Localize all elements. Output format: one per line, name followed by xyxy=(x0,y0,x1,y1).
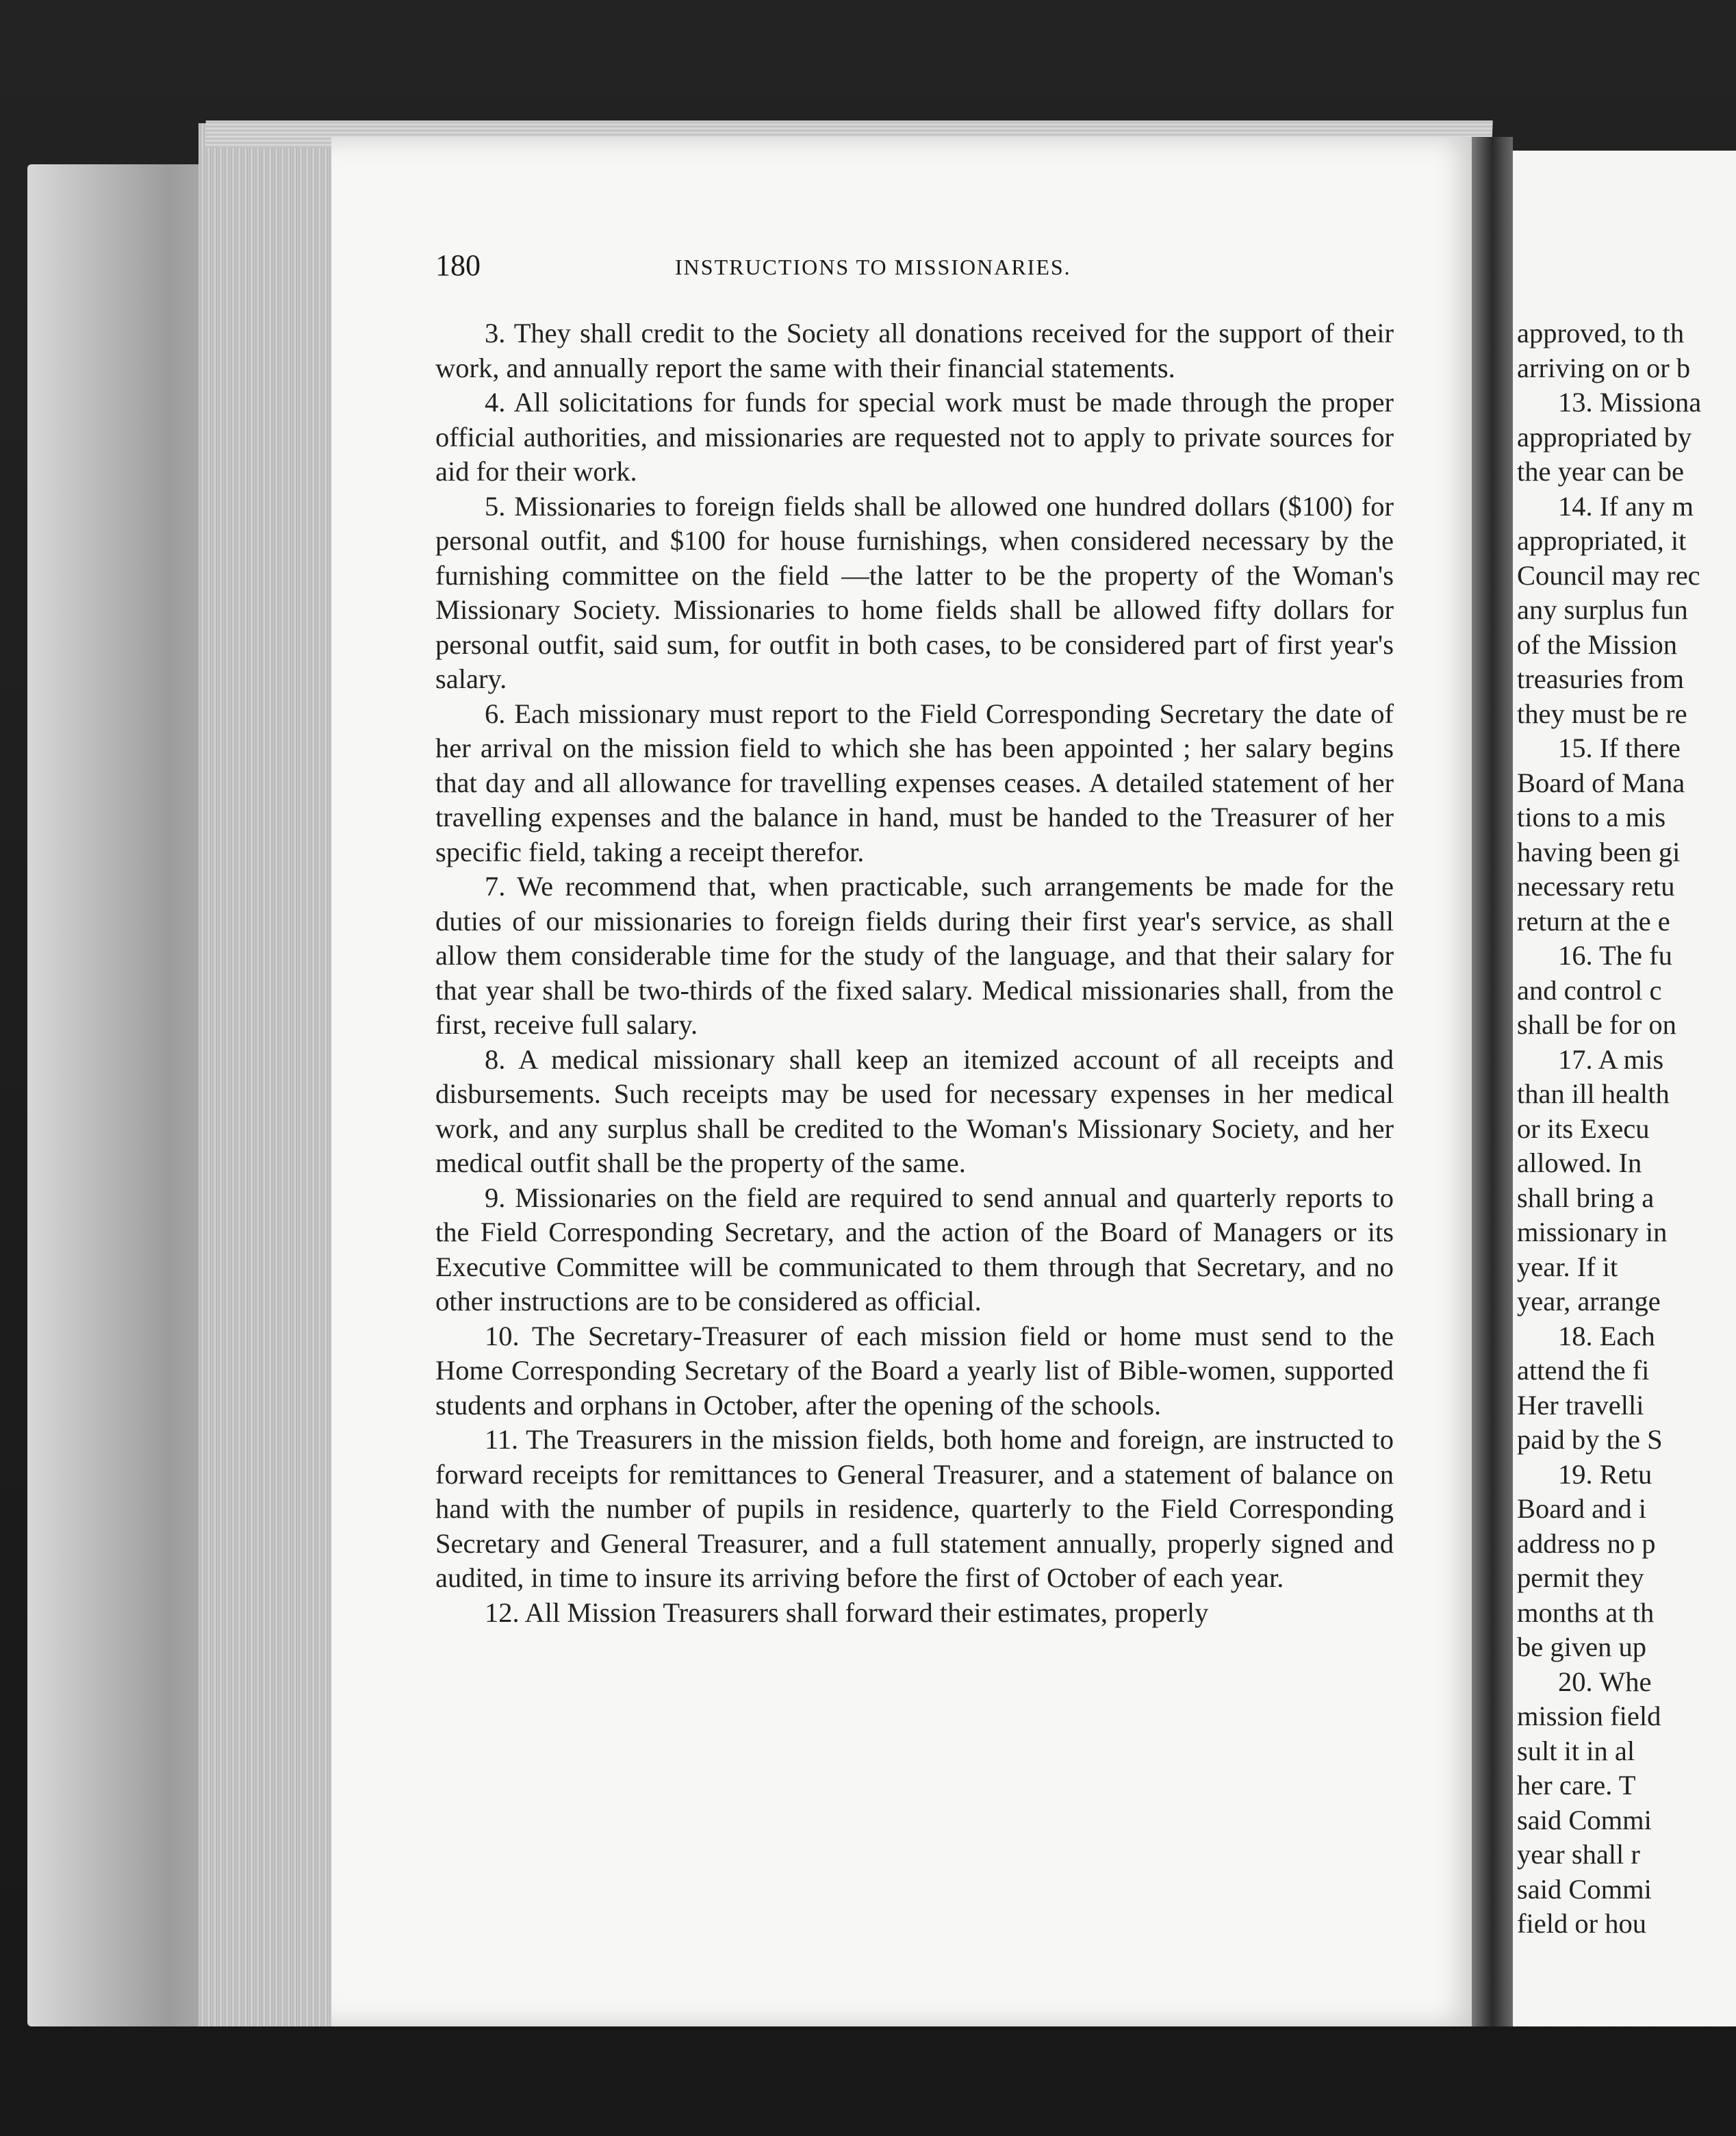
right-page-line: said Commi xyxy=(1517,1804,1652,1835)
right-page-line: mission field xyxy=(1517,1701,1661,1731)
right-page-line: her care. T xyxy=(1517,1770,1636,1801)
right-page-line: return at the e xyxy=(1517,905,1670,937)
right-page-line: 13. Missiona xyxy=(1558,387,1702,418)
paragraph-7: 7. We recommend that, when practicable, such arrangements be made for the duties of our missionaries to foreign fields during their first year's service, as shall allow them considerable time for the study of the language, and that their salary for that year shall be two-thirds of the fixed salary. Medical missionaries shall, from the first, receive full salary. xyxy=(435,871,1394,1040)
running-head xyxy=(435,248,1394,289)
right-page-line: appropriated, it xyxy=(1517,525,1687,556)
paragraph-5: 5. Missionaries to foreign fields shall be allowed one hundred dollars ($100) for personal outfit, and $100 for house furnishings, when considered necessary by the furnishing committee on the field —the latter to be the property of the Woman's Missionary Society. Missionaries to home fields shall be allowed fifty dollars for personal outfit, said sum, for outfit in both cases, to be considered part of first year's salary. xyxy=(435,490,1394,694)
right-page-line: shall be for on xyxy=(1517,1009,1676,1040)
right-page-line: permit they xyxy=(1517,1562,1644,1593)
right-page-line: field or hou xyxy=(1517,1908,1646,1939)
right-page-line: 20. Whe xyxy=(1558,1666,1652,1697)
right-page-line: 19. Retu xyxy=(1558,1458,1652,1490)
right-page-line: said Commi xyxy=(1517,1873,1652,1905)
right-page-line: year shall r xyxy=(1517,1839,1640,1870)
right-page-line: Council may rec xyxy=(1517,559,1700,591)
right-page-line: 16. The fu xyxy=(1558,940,1672,971)
right-page-body xyxy=(1517,316,1736,1942)
right-page-line: be given up xyxy=(1517,1631,1646,1662)
right-page-line: missionary in xyxy=(1517,1217,1668,1247)
right-page-line: 14. If any m xyxy=(1558,490,1694,522)
paragraph-6: 6. Each missionary must report to the Field Corresponding Secretary the date of her arrival on the mission field to which she has been appointed ; her salary begins that day and all allowance for travelling expenses ceases. A detailed statement of her travelling expenses and the balance in hand, must be handed to the Treasurer of her specific field, taking a receipt therefor. xyxy=(435,698,1394,867)
right-page-line: Board of Mana xyxy=(1517,767,1685,798)
page-number: 180 xyxy=(435,249,481,282)
right-page-line: attend the fi xyxy=(1517,1355,1650,1386)
right-page-line: year, arrange xyxy=(1517,1286,1661,1317)
right-page-line: or its Execu xyxy=(1517,1112,1650,1144)
paragraph-10: 10. The Secretary-Treasurer of each mission field or home must send to the Home Corresponding Secretary of the Board a yearly list of Bible-women, supported students and orphans in October, after the opening of the schools. xyxy=(435,1320,1394,1421)
page-stack-edges xyxy=(199,123,335,2026)
right-page-line: allowed. In xyxy=(1517,1147,1642,1178)
paragraph-4: 4. All solicitations for funds for special work must be made through the proper official authorities, and missionaries are requested not to apply to private sources for aid for their work. xyxy=(435,387,1394,487)
page-header-title: INSTRUCTIONS TO MISSIONARIES. xyxy=(675,255,1071,279)
right-page-line: approved, to th xyxy=(1517,318,1685,348)
paragraph-8: 8. A medical missionary shall keep an itemized account of all receipts and disbursements. Such receipts may be used for necessary expenses in her medical work, and any surplus shall be credited to the Woman's Missionary Society, and her medical outfit shall be the property of the same. xyxy=(435,1043,1394,1178)
right-page-line: tions to a mis xyxy=(1517,802,1666,832)
right-page-line: having been gi xyxy=(1517,836,1681,867)
right-page-line: any surplus fun xyxy=(1517,594,1688,625)
right-page-line: Her travelli xyxy=(1517,1389,1644,1421)
paragraph-11: 11. The Treasurers in the mission fields, both home and foreign, are instructed to forward receipts for remittances to General Treasurer, and a statement of balance on hand with the number of pupils in residence, quarterly to the Field Corresponding Secretary and General Treasurer, and a full statement annually, properly signed and audited, in time to insure its arriving before the first of October of each year. xyxy=(435,1424,1394,1593)
right-page-line: year. If it xyxy=(1517,1251,1618,1282)
right-page-line: 18. Each xyxy=(1558,1320,1655,1351)
paragraph-3: 3. They shall credit to the Society all donations received for the support of their work, and annually report the same with their financial statements. xyxy=(435,318,1394,383)
right-page-line: address no p xyxy=(1517,1527,1656,1559)
right-page-line: sult it in al xyxy=(1517,1735,1635,1766)
right-page-line: 15. If there xyxy=(1558,733,1681,763)
right-page-line: treasuries from xyxy=(1517,663,1685,694)
right-page-line: necessary retu xyxy=(1517,871,1675,902)
right-page-line: arriving on or b xyxy=(1517,352,1691,383)
right-page-line: shall bring a xyxy=(1517,1182,1655,1213)
right-page-line: they must be re xyxy=(1517,698,1687,729)
right-page-line: appropriated by xyxy=(1517,421,1692,453)
right-page-line: than ill health xyxy=(1517,1078,1670,1109)
paragraph-9: 9. Missionaries on the field are required to send annual and quarterly reports to the Field Corresponding Secretary, and the action of the Board of Managers or its Executive Committee will be communicated to them through that Secretary, and no other instructions are to be considered as official. xyxy=(435,1182,1394,1317)
right-page-line: of the Mission xyxy=(1517,628,1678,660)
book-gutter xyxy=(1472,137,1513,2026)
right-page-line: 17. A mis xyxy=(1558,1043,1664,1075)
right-page-line: Board and i xyxy=(1517,1493,1646,1524)
right-page-line: and control c xyxy=(1517,974,1662,1006)
right-page-line: paid by the S xyxy=(1517,1424,1663,1455)
right-page-line: the year can be xyxy=(1517,456,1684,487)
left-page-body xyxy=(435,316,1394,1630)
right-page-line: months at th xyxy=(1517,1597,1655,1628)
paragraph-12: 12. All Mission Treasurers shall forward their estimates, properly xyxy=(485,1597,1209,1628)
